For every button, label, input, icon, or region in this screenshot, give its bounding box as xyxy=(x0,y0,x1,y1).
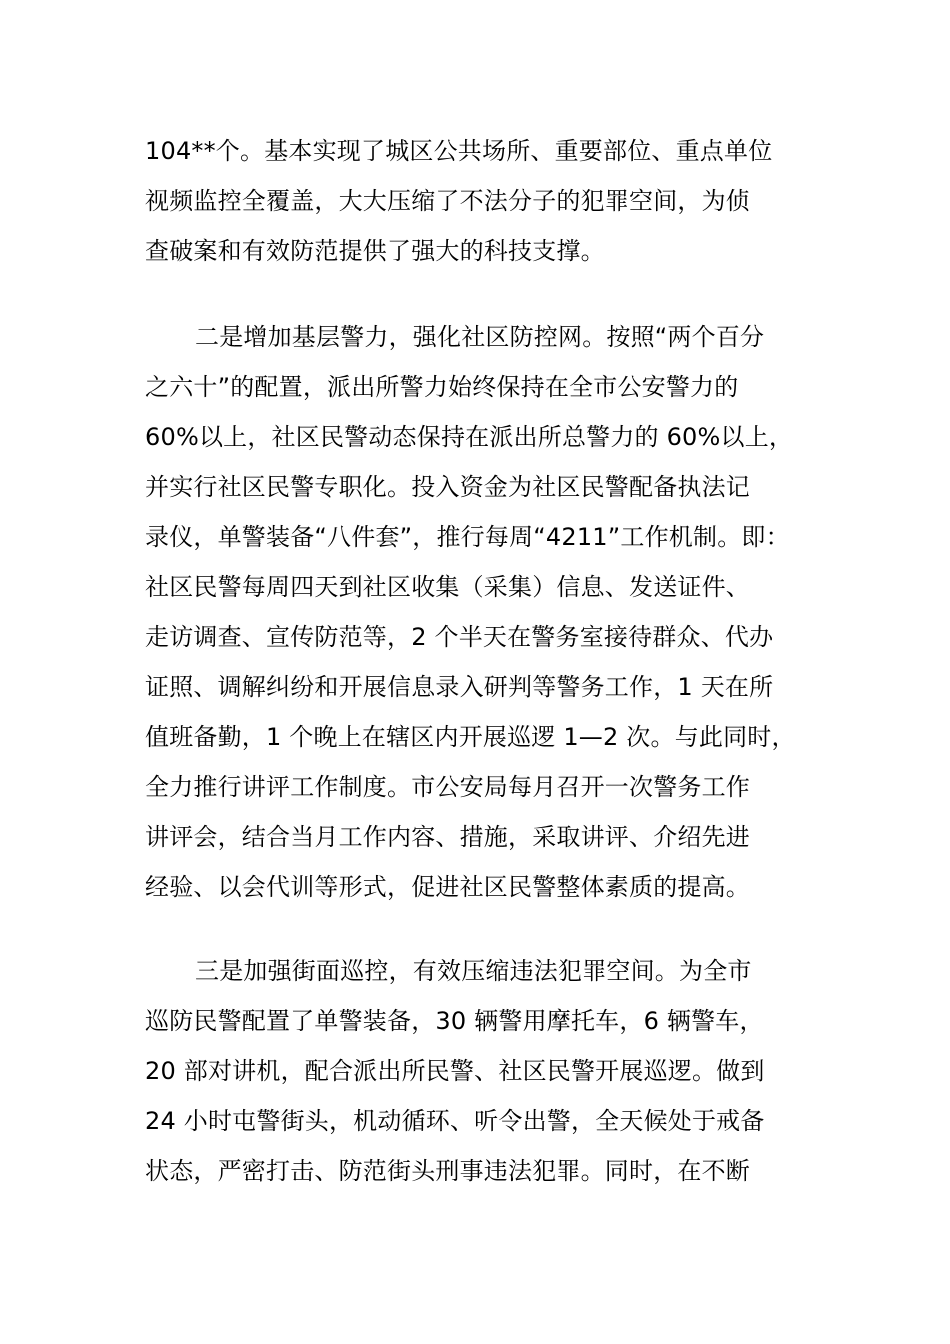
paragraph-2-line-2: 之六十”的配置，派出所警力始终保持在全市公安警力的 xyxy=(145,373,739,401)
text-line-1: 104**个。基本实现了城区公共场所、重要部位、重点单位 xyxy=(145,137,773,165)
paragraph-3-line-2: 巡防民警配置了单警装备，30 辆警用摩托车，6 辆警车， xyxy=(145,1007,764,1035)
paragraph-3-line-4: 24 小时屯警街头，机动循环、听令出警，全天候处于戒备 xyxy=(145,1107,765,1135)
paragraph-3-line-3: 20 部对讲机，配合派出所民警、社区民警开展巡逻。做到 xyxy=(145,1057,765,1085)
paragraph-3-line-5: 状态，严密打击、防范街头刑事违法犯罪。同时，在不断 xyxy=(145,1157,750,1185)
paragraph-2-line-12: 经验、以会代训等形式，促进社区民警整体素质的提高。 xyxy=(145,873,750,901)
paragraph-2-line-4: 并实行社区民警专职化。投入资金为社区民警配备执法记 xyxy=(145,473,750,501)
paragraph-2-line-3: 60%以上，社区民警动态保持在派出所总警力的 60%以上， xyxy=(145,423,794,451)
paragraph-2-line-9: 值班备勤，1 个晚上在辖区内开展巡逻 1—2 次。与此同时， xyxy=(145,723,796,751)
paragraph-3-line-1: 三是加强街面巡控，有效压缩违法犯罪空间。为全市 xyxy=(195,957,752,985)
paragraph-2-line-5: 录仪，单警装备“八件套”，推行每周“4211”工作机制。即： xyxy=(145,523,790,551)
paragraph-2-line-11: 讲评会，结合当月工作内容、措施，采取讲评、介绍先进 xyxy=(145,823,750,851)
paragraph-2-line-1: 二是增加基层警力，强化社区防控网。按照“两个百分 xyxy=(195,323,765,351)
paragraph-2-line-8: 证照、调解纠纷和开展信息录入研判等警务工作，1 天在所 xyxy=(145,673,774,701)
paragraph-2-line-6: 社区民警每周四天到社区收集（采集）信息、发送证件、 xyxy=(145,573,750,601)
paragraph-2-line-7: 走访调查、宣传防范等，2 个半天在警务室接待群众、代办 xyxy=(145,623,774,651)
paragraph-2-line-10: 全力推行讲评工作制度。市公安局每月召开一次警务工作 xyxy=(145,773,750,801)
text-line-3: 查破案和有效防范提供了强大的科技支撑。 xyxy=(145,237,605,265)
text-line-2: 视频监控全覆盖，大大压缩了不法分子的犯罪空间，为侦 xyxy=(145,187,750,215)
